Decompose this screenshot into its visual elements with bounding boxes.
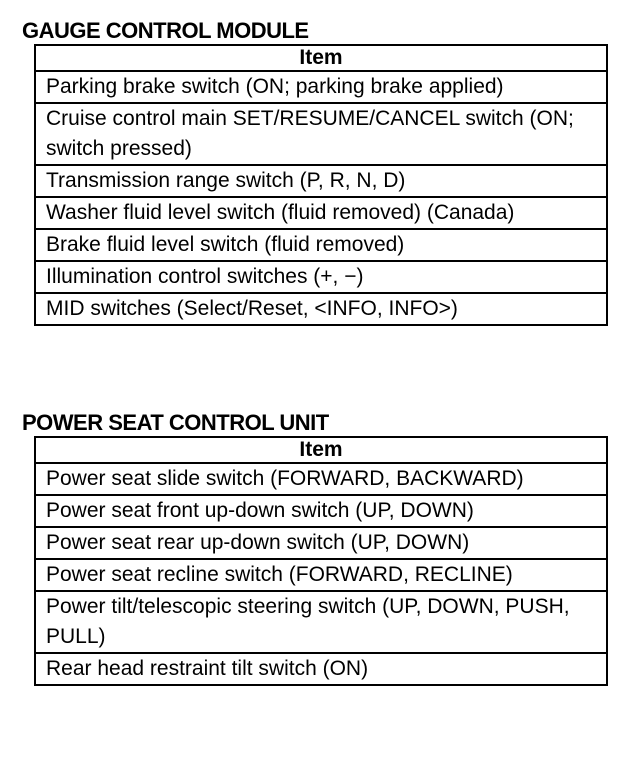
table-row: [35, 463, 607, 495]
table-row: [35, 229, 607, 261]
table-cell: Washer fluid level switch (fluid removed) (Canada): [35, 197, 607, 229]
table-row: [35, 103, 607, 165]
table-cell: Power seat front up-down switch (UP, DOWN): [35, 495, 607, 527]
table-header-row: [35, 437, 607, 463]
table-row: [35, 495, 607, 527]
table-row: [35, 261, 607, 293]
table-row: [35, 293, 607, 325]
table-cell: Power tilt/telescopic steering switch (UP, DOWN, PUSH, PULL): [35, 591, 607, 653]
table-row: [35, 591, 607, 653]
table-header-row: [35, 45, 607, 71]
gauge-control-module-section: [0, 18, 640, 326]
table-row: [35, 559, 607, 591]
table-cell: Transmission range switch (P, R, N, D): [35, 165, 607, 197]
gauge-control-module-table: [34, 44, 608, 326]
power-seat-control-unit-section: [0, 410, 640, 686]
table-cell: Power seat rear up-down switch (UP, DOWN): [35, 527, 607, 559]
table-row: [35, 165, 607, 197]
column-header-item: Item: [35, 437, 607, 463]
section-title-power-seat-control-unit: POWER SEAT CONTROL UNIT: [22, 410, 329, 435]
table-row: [35, 527, 607, 559]
table-cell: Power seat recline switch (FORWARD, RECLINE): [35, 559, 607, 591]
column-header-item: Item: [35, 45, 607, 71]
table-row: [35, 71, 607, 103]
table-row: [35, 197, 607, 229]
power-seat-control-unit-table: [34, 436, 608, 686]
table-cell: Cruise control main SET/RESUME/CANCEL switch (ON; switch pressed): [35, 103, 607, 165]
table-cell: Power seat slide switch (FORWARD, BACKWARD): [35, 463, 607, 495]
table-cell: Brake fluid level switch (fluid removed): [35, 229, 607, 261]
table-row: [35, 653, 607, 685]
section-title-gauge-control-module: GAUGE CONTROL MODULE: [22, 18, 309, 43]
table-cell: MID switches (Select/Reset, <INFO, INFO>): [35, 293, 607, 325]
table-cell: Rear head restraint tilt switch (ON): [35, 653, 607, 685]
table-cell: Illumination control switches (+, −): [35, 261, 607, 293]
table-cell: Parking brake switch (ON; parking brake applied): [35, 71, 607, 103]
